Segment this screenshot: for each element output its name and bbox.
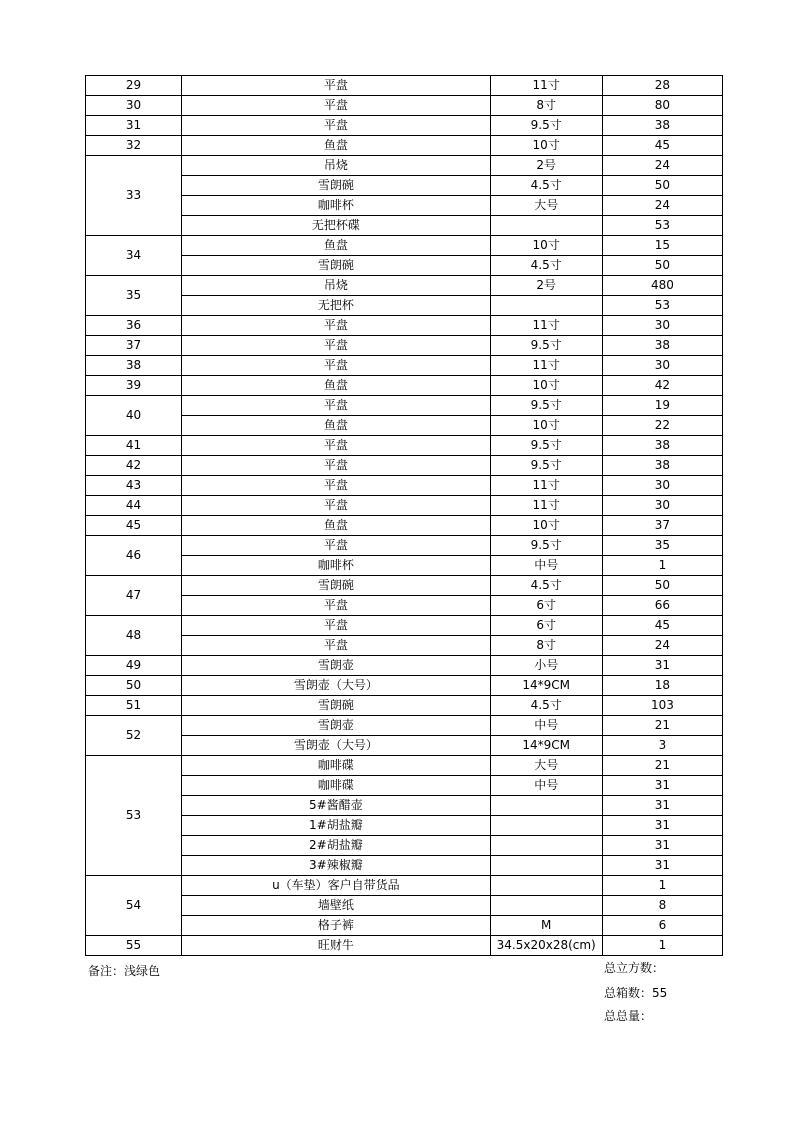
item-qty-cell: 50 <box>602 256 722 276</box>
item-spec-cell: 11寸 <box>490 496 602 516</box>
table-row <box>86 356 723 376</box>
item-qty-cell: 30 <box>602 476 722 496</box>
item-qty-cell: 1 <box>602 556 722 576</box>
item-name-cell: 平盘 <box>182 456 490 476</box>
table-row <box>86 216 723 236</box>
row-number-cell: 42 <box>86 456 182 476</box>
item-spec-cell: 4.5寸 <box>490 256 602 276</box>
item-qty-cell: 35 <box>602 536 722 556</box>
item-qty-cell: 3 <box>602 736 722 756</box>
item-qty-cell: 19 <box>602 396 722 416</box>
item-qty-cell: 37 <box>602 516 722 536</box>
table-row <box>86 556 723 576</box>
row-number-cell: 45 <box>86 516 182 536</box>
item-name-cell: 雪朗壶 <box>182 716 490 736</box>
item-name-cell: 鱼盘 <box>182 236 490 256</box>
item-spec-cell: 中号 <box>490 716 602 736</box>
item-spec-cell: 2号 <box>490 276 602 296</box>
table-row <box>86 396 723 416</box>
item-spec-cell <box>490 856 602 876</box>
item-name-cell: 格子裤 <box>182 916 490 936</box>
item-qty-cell: 480 <box>602 276 722 296</box>
row-number-cell: 40 <box>86 396 182 436</box>
table-row <box>86 836 723 856</box>
table-row <box>86 776 723 796</box>
item-qty-cell: 21 <box>602 756 722 776</box>
item-spec-cell: 10寸 <box>490 516 602 536</box>
table-row <box>86 276 723 296</box>
item-spec-cell: 小号 <box>490 656 602 676</box>
table-row <box>86 236 723 256</box>
item-name-cell: 旺财牛 <box>182 936 490 956</box>
item-name-cell: 鱼盘 <box>182 516 490 536</box>
item-qty-cell: 45 <box>602 136 722 156</box>
table-row <box>86 376 723 396</box>
item-qty-cell: 50 <box>602 176 722 196</box>
item-name-cell: 咖啡碟 <box>182 776 490 796</box>
table-row <box>86 616 723 636</box>
item-qty-cell: 31 <box>602 796 722 816</box>
item-spec-cell: 4.5寸 <box>490 176 602 196</box>
row-number-cell: 35 <box>86 276 182 316</box>
row-number-cell: 38 <box>86 356 182 376</box>
item-qty-cell: 31 <box>602 836 722 856</box>
item-qty-cell: 30 <box>602 316 722 336</box>
item-qty-cell: 24 <box>602 196 722 216</box>
item-name-cell: 平盘 <box>182 316 490 336</box>
item-name-cell: 无把杯碟 <box>182 216 490 236</box>
item-name-cell: 咖啡杯 <box>182 556 490 576</box>
item-spec-cell: 4.5寸 <box>490 576 602 596</box>
table-row <box>86 336 723 356</box>
row-number-cell: 37 <box>86 336 182 356</box>
item-spec-cell: 34.5x20x28(cm) <box>490 936 602 956</box>
item-qty-cell: 28 <box>602 76 722 96</box>
item-qty-cell: 31 <box>602 656 722 676</box>
item-qty-cell: 103 <box>602 696 722 716</box>
item-name-cell: 墙壁纸 <box>182 896 490 916</box>
item-name-cell: 平盘 <box>182 436 490 456</box>
table-row <box>86 496 723 516</box>
row-number-cell: 51 <box>86 696 182 716</box>
total-boxes-label: 总箱数：55 <box>604 986 668 1000</box>
table-row <box>86 716 723 736</box>
item-spec-cell: 11寸 <box>490 476 602 496</box>
packing-list-table <box>85 75 723 956</box>
item-spec-cell: M <box>490 916 602 936</box>
item-spec-cell: 4.5寸 <box>490 696 602 716</box>
row-number-cell: 32 <box>86 136 182 156</box>
item-name-cell: 雪朗壶 <box>182 656 490 676</box>
item-spec-cell: 中号 <box>490 556 602 576</box>
item-name-cell: 吊烧 <box>182 156 490 176</box>
item-spec-cell <box>490 816 602 836</box>
item-qty-cell: 38 <box>602 336 722 356</box>
item-spec-cell: 大号 <box>490 756 602 776</box>
item-spec-cell: 9.5寸 <box>490 456 602 476</box>
row-number-cell: 46 <box>86 536 182 576</box>
item-qty-cell: 38 <box>602 456 722 476</box>
item-spec-cell: 9.5寸 <box>490 396 602 416</box>
item-name-cell: 平盘 <box>182 596 490 616</box>
item-name-cell: 雪朗碗 <box>182 696 490 716</box>
item-qty-cell: 53 <box>602 216 722 236</box>
item-spec-cell <box>490 796 602 816</box>
item-name-cell: 平盘 <box>182 336 490 356</box>
item-spec-cell: 6寸 <box>490 596 602 616</box>
item-name-cell: 5#酱醋壶 <box>182 796 490 816</box>
item-spec-cell: 11寸 <box>490 356 602 376</box>
table-row <box>86 636 723 656</box>
item-qty-cell: 18 <box>602 676 722 696</box>
item-qty-cell: 38 <box>602 116 722 136</box>
item-qty-cell: 50 <box>602 576 722 596</box>
table-row <box>86 596 723 616</box>
table-row <box>86 916 723 936</box>
table-row <box>86 256 723 276</box>
item-qty-cell: 15 <box>602 236 722 256</box>
item-name-cell: 雪朗壶（大号） <box>182 676 490 696</box>
row-number-cell: 50 <box>86 676 182 696</box>
table-row <box>86 196 723 216</box>
item-name-cell: 2#胡盐瓣 <box>182 836 490 856</box>
item-spec-cell: 大号 <box>490 196 602 216</box>
item-spec-cell: 8寸 <box>490 636 602 656</box>
row-number-cell: 52 <box>86 716 182 756</box>
item-name-cell: 雪朗碗 <box>182 176 490 196</box>
table-row <box>86 696 723 716</box>
table-row <box>86 416 723 436</box>
item-name-cell: 雪朗碗 <box>182 256 490 276</box>
table-row <box>86 536 723 556</box>
table-row <box>86 756 723 776</box>
row-number-cell: 33 <box>86 156 182 236</box>
table-row <box>86 816 723 836</box>
item-qty-cell: 42 <box>602 376 722 396</box>
item-spec-cell: 9.5寸 <box>490 436 602 456</box>
item-spec-cell: 10寸 <box>490 136 602 156</box>
table-row <box>86 856 723 876</box>
table-row <box>86 656 723 676</box>
item-qty-cell: 8 <box>602 896 722 916</box>
item-spec-cell: 14*9CM <box>490 676 602 696</box>
item-qty-cell: 24 <box>602 156 722 176</box>
item-qty-cell: 53 <box>602 296 722 316</box>
item-name-cell: 无把杯 <box>182 296 490 316</box>
item-name-cell: u（车垫）客户自带货品 <box>182 876 490 896</box>
item-name-cell: 雪朗碗 <box>182 576 490 596</box>
item-spec-cell: 10寸 <box>490 236 602 256</box>
table-row <box>86 796 723 816</box>
item-qty-cell: 6 <box>602 916 722 936</box>
item-qty-cell: 30 <box>602 496 722 516</box>
row-number-cell: 41 <box>86 436 182 456</box>
table-row <box>86 436 723 456</box>
table-row <box>86 736 723 756</box>
table-row <box>86 456 723 476</box>
row-number-cell: 30 <box>86 96 182 116</box>
remark-note: 备注：浅绿色 <box>88 964 161 978</box>
row-number-cell: 55 <box>86 936 182 956</box>
item-spec-cell: 9.5寸 <box>490 536 602 556</box>
table-row <box>86 136 723 156</box>
item-qty-cell: 24 <box>602 636 722 656</box>
total-weight-label: 总总量： <box>604 1009 653 1023</box>
table-row <box>86 296 723 316</box>
item-spec-cell: 9.5寸 <box>490 336 602 356</box>
item-spec-cell: 2号 <box>490 156 602 176</box>
item-spec-cell: 8寸 <box>490 96 602 116</box>
item-name-cell: 鱼盘 <box>182 376 490 396</box>
table-row <box>86 156 723 176</box>
row-number-cell: 49 <box>86 656 182 676</box>
item-name-cell: 平盘 <box>182 476 490 496</box>
table-row <box>86 516 723 536</box>
item-name-cell: 平盘 <box>182 96 490 116</box>
item-spec-cell: 9.5寸 <box>490 116 602 136</box>
table-row <box>86 76 723 96</box>
row-number-cell: 53 <box>86 756 182 876</box>
item-name-cell: 平盘 <box>182 496 490 516</box>
item-qty-cell: 1 <box>602 876 722 896</box>
item-spec-cell <box>490 216 602 236</box>
item-spec-cell: 11寸 <box>490 76 602 96</box>
table-row <box>86 576 723 596</box>
item-spec-cell: 14*9CM <box>490 736 602 756</box>
row-number-cell: 34 <box>86 236 182 276</box>
row-number-cell: 39 <box>86 376 182 396</box>
table-row <box>86 96 723 116</box>
item-name-cell: 1#胡盐瓣 <box>182 816 490 836</box>
row-number-cell: 47 <box>86 576 182 616</box>
total-volume-label: 总立方数： <box>604 961 665 975</box>
item-qty-cell: 45 <box>602 616 722 636</box>
item-qty-cell: 30 <box>602 356 722 376</box>
item-spec-cell: 11寸 <box>490 316 602 336</box>
item-qty-cell: 31 <box>602 776 722 796</box>
item-spec-cell: 10寸 <box>490 416 602 436</box>
item-qty-cell: 1 <box>602 936 722 956</box>
item-name-cell: 平盘 <box>182 116 490 136</box>
item-spec-cell: 6寸 <box>490 616 602 636</box>
item-qty-cell: 22 <box>602 416 722 436</box>
item-qty-cell: 21 <box>602 716 722 736</box>
item-name-cell: 鱼盘 <box>182 136 490 156</box>
item-qty-cell: 31 <box>602 856 722 876</box>
item-qty-cell: 66 <box>602 596 722 616</box>
item-name-cell: 平盘 <box>182 616 490 636</box>
item-spec-cell <box>490 876 602 896</box>
table-body <box>86 76 723 956</box>
row-number-cell: 29 <box>86 76 182 96</box>
table-row <box>86 316 723 336</box>
item-qty-cell: 80 <box>602 96 722 116</box>
table-row <box>86 116 723 136</box>
table-row <box>86 676 723 696</box>
table-row <box>86 896 723 916</box>
item-name-cell: 平盘 <box>182 396 490 416</box>
item-spec-cell: 中号 <box>490 776 602 796</box>
item-name-cell: 平盘 <box>182 356 490 376</box>
row-number-cell: 54 <box>86 876 182 936</box>
item-spec-cell: 10寸 <box>490 376 602 396</box>
item-name-cell: 平盘 <box>182 76 490 96</box>
row-number-cell: 36 <box>86 316 182 336</box>
item-spec-cell <box>490 296 602 316</box>
item-spec-cell <box>490 896 602 916</box>
item-name-cell: 3#辣椒瓣 <box>182 856 490 876</box>
item-name-cell: 平盘 <box>182 536 490 556</box>
item-name-cell: 咖啡碟 <box>182 756 490 776</box>
row-number-cell: 48 <box>86 616 182 656</box>
item-qty-cell: 38 <box>602 436 722 456</box>
item-name-cell: 咖啡杯 <box>182 196 490 216</box>
item-qty-cell: 31 <box>602 816 722 836</box>
table-row <box>86 176 723 196</box>
row-number-cell: 43 <box>86 476 182 496</box>
table-row <box>86 476 723 496</box>
item-name-cell: 平盘 <box>182 636 490 656</box>
item-spec-cell <box>490 836 602 856</box>
item-name-cell: 吊烧 <box>182 276 490 296</box>
row-number-cell: 44 <box>86 496 182 516</box>
table-row <box>86 936 723 956</box>
table-row <box>86 876 723 896</box>
item-name-cell: 鱼盘 <box>182 416 490 436</box>
row-number-cell: 31 <box>86 116 182 136</box>
item-name-cell: 雪朗壶（大号） <box>182 736 490 756</box>
